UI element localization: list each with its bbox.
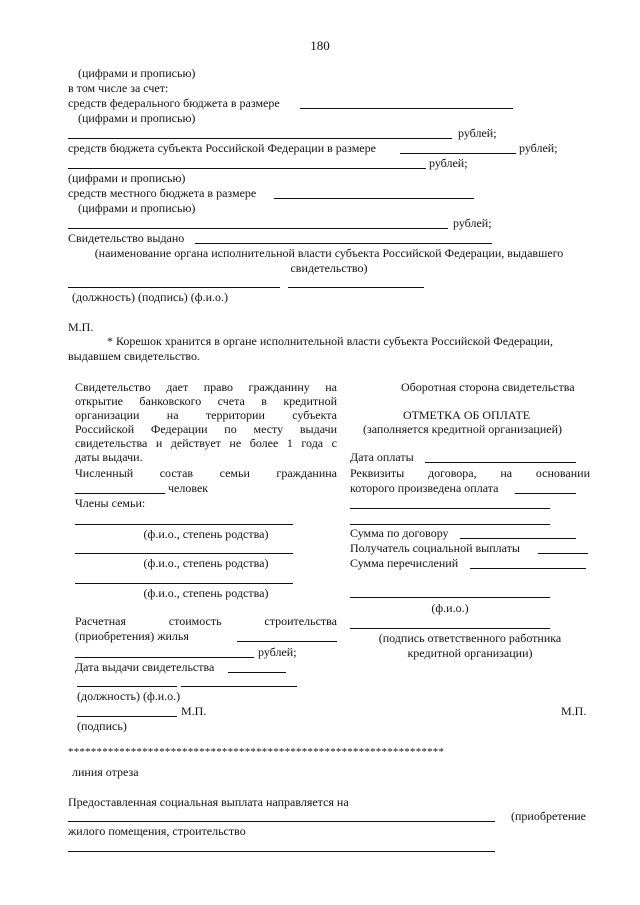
persons-label: человек — [168, 481, 209, 495]
position-name-caption: (должность) (ф.и.о.) — [77, 689, 181, 703]
relation-caption-3: (ф.и.о., степень родства) — [143, 586, 269, 600]
caption-digits-words-2: (цифрами и прописью) — [78, 111, 196, 125]
rubles-label-2: рублей; — [519, 141, 558, 155]
family-size-label: Численный состав семьи гражданина — [75, 466, 337, 480]
member-line-1[interactable] — [75, 524, 293, 525]
member-line-3[interactable] — [75, 583, 293, 584]
reverse-side-title: Оборотная сторона свидетельства — [401, 380, 575, 394]
name-line[interactable] — [181, 686, 297, 687]
cut-line-stars: ****************************************************************** — [68, 746, 445, 758]
issued-by-label: Свидетельство выдано — [68, 231, 185, 245]
housing-line[interactable] — [68, 851, 495, 852]
position-signature-caption: (должность) (подпись) (ф.и.о.) — [72, 290, 228, 304]
housing-construction-label: жилого помещения, строительство — [68, 824, 246, 838]
local-amount-line[interactable] — [68, 228, 448, 229]
estimated-cost-line-2[interactable] — [75, 657, 254, 658]
payment-direction-line[interactable] — [68, 821, 495, 822]
caption-digits-words-4: (цифрами и прописью) — [78, 201, 196, 215]
estimated-cost-line-1[interactable] — [237, 641, 337, 642]
rubles-label-1: рублей; — [458, 126, 497, 140]
local-budget-label: средств местного бюджета в размере — [68, 186, 257, 200]
caption-digits-words-1: (цифрами и прописью) — [78, 66, 196, 80]
bank-officer-name-line[interactable] — [350, 597, 550, 598]
payment-direction-label: Предоставленная социальная выплата направляется на — [68, 795, 349, 809]
rubles-label-3: рублей; — [429, 156, 468, 170]
left-para-line-2: открытие банковского счета в кредитной — [75, 394, 337, 408]
rubles-label-4: рублей; — [453, 216, 492, 230]
contract-details-line-2[interactable] — [350, 508, 550, 509]
recipient-line[interactable] — [538, 553, 588, 554]
signature-line-top-1[interactable] — [68, 287, 280, 288]
federal-budget-line[interactable] — [300, 108, 513, 109]
acquisition-label: (приобретение — [511, 809, 587, 823]
left-para-line-4: Российской Федерации по месту выдачи — [75, 422, 337, 436]
federal-budget-label: средств федерального бюджета в размере — [68, 96, 280, 110]
bank-officer-caption-1: (подпись ответственного работника — [378, 631, 562, 645]
signature-line-top-2[interactable] — [288, 287, 424, 288]
issue-date-line[interactable] — [228, 672, 286, 673]
estimated-cost-label-2: (приобретения) жилья — [75, 629, 189, 643]
filled-by-bank-caption: (заполняется кредитной организацией) — [363, 422, 563, 436]
left-para-line-6: даты выдачи. — [75, 450, 143, 464]
rubles-label-5: рублей; — [258, 645, 297, 659]
transfer-sum-line[interactable] — [470, 568, 586, 569]
regional-amount-line[interactable] — [68, 168, 426, 169]
local-budget-line[interactable] — [274, 198, 474, 199]
regional-budget-label: средств бюджета субъекта Российской Федерации в размере — [68, 141, 376, 155]
footnote-line-2: выдавшем свидетельство. — [68, 349, 201, 363]
position-line[interactable] — [77, 686, 177, 687]
stamp-place-1: М.П. — [68, 320, 94, 334]
contract-details-line-1[interactable] — [515, 493, 576, 494]
transfer-sum-label: Сумма перечислений — [350, 556, 459, 570]
payment-date-line[interactable] — [425, 462, 576, 463]
contract-details-label-1: Реквизиты договора, на основании — [350, 466, 590, 480]
signature-caption-left: (подпись) — [77, 719, 127, 733]
left-para-line-5: свидетельства и действует не более 1 года с — [75, 436, 337, 450]
payment-date-label: Дата оплаты — [350, 450, 414, 464]
member-line-2[interactable] — [75, 553, 293, 554]
regional-budget-line[interactable] — [400, 153, 516, 154]
left-para-line-3: организации на территории субъекта — [75, 408, 337, 422]
fio-caption-right: (ф.и.о.) — [431, 601, 469, 615]
issuer-caption-2: свидетельство) — [290, 261, 368, 275]
estimated-cost-label-1: Расчетная стоимость строительства — [75, 614, 337, 628]
issued-by-line[interactable] — [195, 243, 492, 244]
left-para-line-1: Свидетельство дает право гражданину на — [75, 380, 337, 394]
relation-caption-1: (ф.и.о., степень родства) — [143, 527, 269, 541]
including-label: в том числе за счет: — [68, 81, 169, 95]
issue-date-label: Дата выдачи свидетельства — [75, 660, 215, 674]
bank-officer-signature-line[interactable] — [350, 628, 550, 629]
relation-caption-2: (ф.и.о., степень родства) — [143, 556, 269, 570]
bank-officer-caption-2: кредитной организации) — [407, 646, 533, 660]
stamp-place-right: М.П. — [561, 704, 587, 718]
contract-sum-line[interactable] — [460, 538, 576, 539]
payment-mark-title: ОТМЕТКА ОБ ОПЛАТЕ — [403, 408, 531, 422]
recipient-label: Получатель социальной выплаты — [350, 541, 520, 555]
stamp-place-left: М.П. — [181, 704, 207, 718]
caption-digits-words-3: (цифрами и прописью) — [68, 171, 186, 185]
contract-details-label-2: которого произведена оплата — [350, 481, 499, 495]
family-members-label: Члены семьи: — [75, 496, 146, 510]
signature-line-left[interactable] — [77, 716, 177, 717]
page-number: 180 — [310, 38, 330, 53]
cut-line-label: линия отреза — [72, 765, 139, 779]
family-size-line[interactable] — [75, 493, 165, 494]
footnote-line-1: * Корешок хранится в органе исполнительной власти субъекта Российской Федерации, — [107, 334, 553, 348]
federal-amount-line[interactable] — [68, 138, 452, 139]
contract-details-line-3[interactable] — [350, 524, 550, 525]
contract-sum-label: Сумма по договору — [350, 526, 449, 540]
issuer-caption-1: (наименование органа исполнительной власти субъекта Российской Федерации, выдавшего — [94, 246, 564, 260]
